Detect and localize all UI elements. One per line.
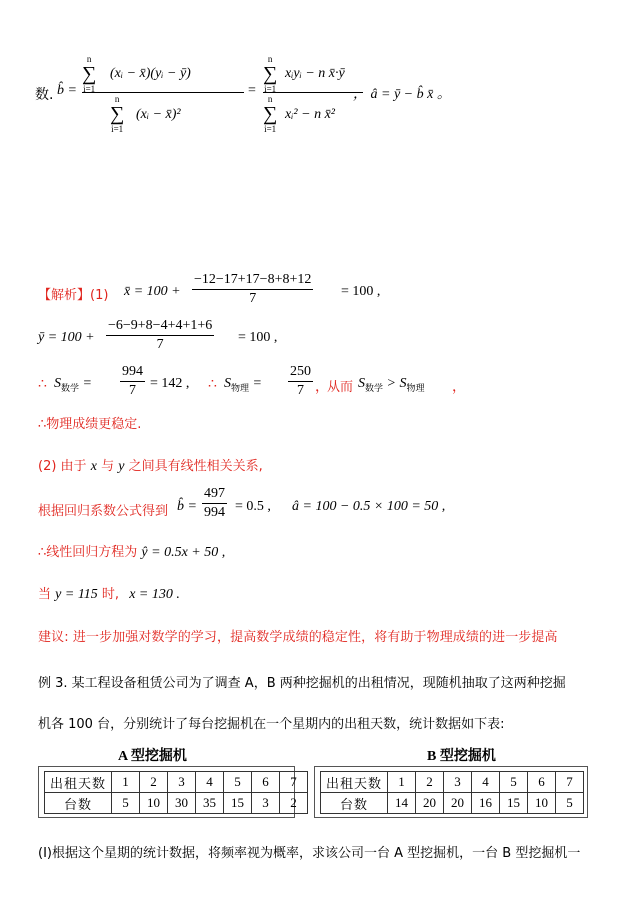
table-cell: 5 — [112, 793, 140, 814]
a-hat-expr: â = 100 − 0.5 × 100 = 50 , — [292, 499, 446, 514]
ybar-rhs: = 100 , — [238, 330, 278, 345]
table-cell: 7 — [280, 772, 308, 793]
table-b-title: B 型挖掘机 — [427, 749, 496, 764]
table-cell: 3 — [252, 793, 280, 814]
compare-expr: $S_{数学} > S_{物理}$ — [358, 376, 425, 393]
xbar-rhs: = 100 , — [341, 284, 381, 299]
table-row — [45, 772, 308, 793]
b-fraction: $\frac{497}{994}$ — [204, 486, 225, 520]
table-cell: 1 — [112, 772, 140, 793]
s-math-rhs: = 142 , — [150, 376, 190, 391]
table-cell: 5 — [224, 772, 252, 793]
table-cell: 3 — [444, 772, 472, 793]
table-row — [321, 772, 584, 793]
s-math-fraction: $\frac{994}{7}$ — [122, 364, 143, 398]
table-cell: 35 — [196, 793, 224, 814]
congcer-text: 从而 — [327, 380, 354, 395]
fraction-1-numerator: (xᵢ − x̄)(yᵢ − ȳ) — [110, 66, 191, 81]
sum-symbol: n ∑ i=1 — [110, 94, 125, 134]
row-header-days: 出租天数 — [321, 772, 388, 793]
suggestion-text: 建议: 进一步加强对数学的学习，提高数学成绩的稳定性，将有助于物理成绩的进一步提高 — [38, 630, 558, 645]
table-row — [45, 793, 308, 814]
xbar-lhs: x̄ = 100 + — [124, 284, 181, 299]
table-cell: 5 — [556, 793, 584, 814]
table-cell: 2 — [140, 772, 168, 793]
table-cell: 7 — [556, 772, 584, 793]
comma: ， — [452, 380, 466, 395]
table-cell: 4 — [472, 772, 500, 793]
regress-text: 根据回归系数公式得到 — [38, 504, 169, 519]
table-cell: 10 — [528, 793, 556, 814]
a-hat-formula: ， â = ȳ − b̂ x̄ 。 — [353, 87, 451, 102]
ybar-lhs: ȳ = 100 + — [38, 330, 95, 345]
table-cell: 20 — [444, 793, 472, 814]
s-math: $S_{数学}$ = — [54, 376, 92, 393]
table-a — [44, 771, 308, 814]
table-cell: 4 — [196, 772, 224, 793]
table-cell: 30 — [168, 793, 196, 814]
table-a-title: A 型挖掘机 — [118, 749, 187, 764]
row-header-count: 台数 — [321, 793, 388, 814]
table-cell: 15 — [500, 793, 528, 814]
fraction-2-denominator: xᵢ² − n x̄² — [285, 107, 335, 122]
table-cell: 5 — [500, 772, 528, 793]
table-cell: 20 — [416, 793, 444, 814]
table-cell: 1 — [388, 772, 416, 793]
table-cell: 15 — [224, 793, 252, 814]
question-1: (Ⅰ)根据这个星期的统计数据，将频率视为概率，求该公司一台 A 型挖掘机，一台 B 型挖掘机一 — [38, 846, 581, 861]
ybar-fraction: $\frac{-6-9+8-4+4+1+6}{7}$ — [108, 318, 213, 352]
solution-label: 【解析】(1) — [38, 288, 109, 303]
formula-b-hat: b̂ = — [57, 83, 77, 98]
example3-line1: 例 3. 某工程设备租赁公司为了调查 A，B 两种挖掘机的出租情况，现随机抽取了这两种挖掘 — [38, 676, 566, 691]
table-cell: 16 — [472, 793, 500, 814]
formula-lead: 数. — [35, 87, 54, 103]
therefore-symbol: ∴ — [208, 377, 217, 392]
table-cell: 6 — [252, 772, 280, 793]
conclusion-stable: ∴物理成绩更稳定. — [38, 417, 142, 432]
s-phys-fraction: $\frac{250}{7}$ — [290, 364, 311, 398]
table-row — [321, 793, 584, 814]
row-header-count: 台数 — [45, 793, 112, 814]
table-cell: 2 — [280, 793, 308, 814]
s-phys: $S_{物理}$ = — [224, 376, 262, 393]
when-line: 当 y = 115 时, x = 130 . — [38, 587, 180, 602]
part2-intro: (2) 由于 x 与 y 之间具有线性相关关系, — [38, 459, 263, 474]
sum-symbol: n ∑ i=1 — [263, 94, 278, 134]
table-cell: 6 — [528, 772, 556, 793]
equals-sign: = — [248, 83, 256, 98]
fraction-bar — [82, 92, 244, 93]
b-rhs: = 0.5 , — [235, 499, 271, 514]
therefore-symbol: ∴ — [38, 377, 47, 392]
example3-line2: 机各 100 台，分别统计了每台挖掘机在一个星期内的出租天数，统计数据如下表: — [38, 717, 505, 732]
table-cell: 2 — [416, 772, 444, 793]
row-header-days: 出租天数 — [45, 772, 112, 793]
fraction-2-numerator: xᵢyᵢ − n x̄·ȳ — [285, 66, 345, 81]
fraction-bar — [263, 92, 363, 93]
sum-symbol: n ∑ i=1 — [82, 54, 97, 94]
table-b — [320, 771, 584, 814]
fraction-1-denominator: (xᵢ − x̄)² — [136, 107, 181, 122]
xbar-fraction: $\frac{-12-17+17-8+8+12}{7}$ — [194, 272, 312, 306]
table-cell: 10 — [140, 793, 168, 814]
table-cell: 14 — [388, 793, 416, 814]
line-equation: ∴线性回归方程为 ŷ = 0.5x + 50 , — [38, 545, 226, 560]
b-hat-lhs: b̂ = — [177, 499, 197, 514]
comma: ， — [315, 380, 329, 395]
table-cell: 3 — [168, 772, 196, 793]
sum-symbol: n ∑ i=1 — [263, 54, 278, 94]
